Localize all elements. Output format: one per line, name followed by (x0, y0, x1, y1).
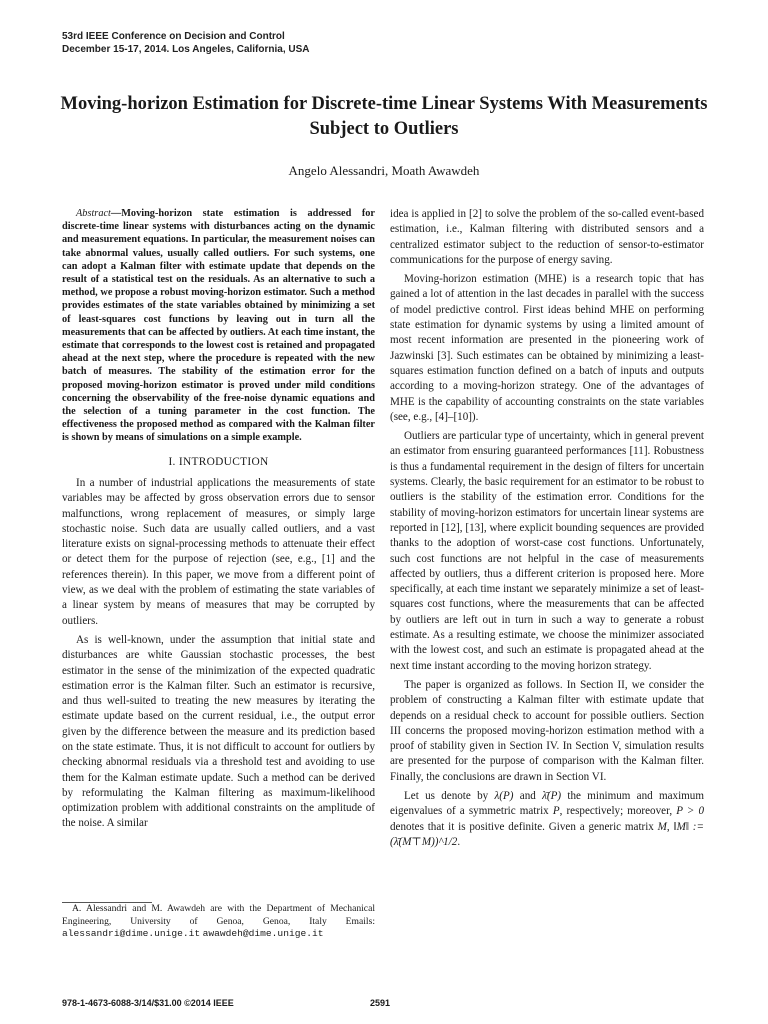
right-column (390, 207, 704, 850)
notation-text-3: the minimum and maximum eigenvalues of a symmetric matrix (390, 789, 704, 818)
notation-text-5: denotes that it is positive definite. Given a generic matrix (390, 820, 658, 833)
notation-text-4: , respectively; moreover, (559, 805, 677, 818)
footnote (62, 902, 375, 941)
abstract-dash: — (110, 208, 122, 219)
right-paragraph-1: idea is applied in [2] to solve the problem of the so-called event-based estimation, i.e., Kalman filtering with distributed sensors and a centralized estimator subject to the reduction of sensor-to-estimator communications for the purpose of energy saving. (390, 208, 704, 266)
isbn-copyright: 978-1-4673-6088-3/14/$31.00 ©2014 IEEE (62, 998, 234, 1008)
math-matrix-m: M (657, 820, 667, 833)
abstract-label: Abstract (76, 208, 111, 219)
abstract (62, 207, 375, 445)
notation-text-1: Let us denote by (404, 789, 495, 802)
intro-paragraph-2: As is well-known, under the assumption that initial state and disturbances are white Gaussian stochastic processes, the best estimator in the sense of the minimization of the expected quadratic estimation error is the Kalman filter. Such an estimator is recursive, and thus well-suited to treating the new measures by iterating the estimate update based on the current residual, i.e., the output error given by the difference between the measure and its prediction based on the state estimate. Thus, it is not difficult to account for outliers by checking abnormal residuals via a threshold test and avoiding to use them for the Kalman estimate update. Such a method can be derived by reformulating the Kalman filtering as maximum-likelihood optimization problem with additional constraints on the amplitude of the noise. A similar (62, 633, 375, 830)
math-matrix-norm: ‖M‖ := (λ̄(M⊤M))^1/2 (390, 820, 704, 848)
notation-text-6: , (666, 820, 674, 833)
math-min-eigenvalue: λ(P) (494, 789, 514, 802)
section-heading-introduction: I. INTRODUCTION (168, 455, 269, 468)
page-number: 2591 (370, 998, 391, 1008)
conference-date: December 15-17, 2014. Los Angeles, California, USA (62, 44, 310, 55)
footnote-affiliation: A. Alessandri and M. Awawdeh are with the Department of Mechanical Engineering, University of Genoa, Genoa, Italy Emails: (62, 903, 375, 927)
math-max-eigenvalue: λ̄(P) (542, 789, 562, 802)
paper-title: Moving-horizon Estimation for Discrete-time Linear Systems With Measurements Subject to Outliers (60, 94, 708, 139)
email-link-alessandri[interactable]: alessandri@dime.unige.it (62, 928, 201, 940)
right-paragraph-4: The paper is organized as follows. In Section II, we consider the problem of constructing a Kalman filter with estimate update that depends on a residual check to account for possible outliers. Section III concerns the proposed moving-horizon estimation method with a proof of stability given in Section IV. In Section V, simulation results are presented for the purpose of comparison with the Kalman filter. Finally, the conclusions are drawn in Section VI. (390, 678, 704, 783)
paper-authors: Angelo Alessandri, Moath Awawdeh (288, 163, 480, 178)
notation-text-7: . (457, 835, 461, 848)
right-paragraph-2: Moving-horizon estimation (MHE) is a research topic that has gained a lot of attention in the last decades in parallel with the success of model predictive control. First ideas behind MHE on performing state estimation for dynamic systems by using a limited amount of most recent information are presented in the pioneering work of Jazwinski [3]. Such estimates can be obtained by minimizing a least-squares estimation function defined on a batch of inputs and outputs according to a moving-horizon strategy. One of the advantages of MHE is the capability of accounting constraints on the state variables (see, e.g., [4]–[10]). (390, 273, 704, 423)
conference-name: 53rd IEEE Conference on Decision and Control (62, 31, 285, 42)
notation-text-2: and (513, 789, 543, 802)
email-link-awawdeh[interactable]: awawdeh@dime.unige.it (202, 928, 324, 940)
notation-paragraph (390, 789, 704, 850)
math-positive-definite: P > 0 (676, 805, 705, 818)
conference-header (62, 30, 310, 56)
right-paragraph-3: Outliers are particular type of uncertainty, which in general prevent an estimator from ensuring guaranteed performances [11]. Robustness is thus a fundamental requirement in the design of filters for uncertain systems. Clearly, the basic requirement for an estimator to be robust to outliers is the stability of the estimation error. Conditions for the stability of moving-horizon estimators for uncertain linear systems are reported in [12], [13], where explicit bounding sequences are provided thanks to the adoption of worst-case cost functions. Unfortunately, such cost functions are not helpful in the case of measurements affected by outliers, thus a different criterion is proposed here. More specifically, at each time instant we separately minimize a set of least-squares cost functions, where the measurements that can be affected by outliers are left out in turn in such a way to generate a robust estimate. As a resulting estimate, we choose the minimizer associated with the lowest cost, and such an estimate is propagated ahead at the next time instant according to the moving horizon strategy. (390, 430, 704, 672)
math-matrix-p: P (552, 805, 560, 818)
left-column (62, 207, 375, 832)
abstract-text: Moving-horizon state estimation is addressed for discrete-time linear systems with disturbances acting on the dynamic and measurement equations. In particular, the measurement noises can take abnormal values, usually called outliers. For such systems, one can adopt a Kalman filter with estimate update that depends on the result of a statistical test on the residuals. As an alternative to such a method, we propose a robust moving-horizon estimator. Such a method provides estimates of the state variables obtained by minimizing a set of least-squares cost functions by leaving out in turn all the measurements that can be affected by outliers. At each time instant, the estimate that corresponds to the lowest cost is retained and propagated ahead at the next step, where the procedure is repeated with the new batch of measures. The stability of the estimation error for the proposed moving-horizon estimator is proved under mild conditions concerning the observability of the free-noise dynamic equations and the selection of a tuning parameter in the cost function. The effectiveness the proposed method as compared with the Kalman filter is shown by means of simulations on a simple example. (62, 208, 375, 444)
footnote-text (62, 903, 375, 941)
intro-paragraph-1: In a number of industrial applications the measurements of state variables may be affected by gross observation errors due to sensor malfunctions, wrong replacement of measures, or simply large stochastic noise. Such data are usually called outliers, and a vast literature exists on signal-processing methods to attenuate their effect or detect them for the purpose of rejection (see, e.g., [1] and the references therein). In this paper, we move from a different point of view, as we deal with the problem of estimating the state variables of a linear system by means of measures that may be corrupted by outliers. (62, 476, 375, 627)
